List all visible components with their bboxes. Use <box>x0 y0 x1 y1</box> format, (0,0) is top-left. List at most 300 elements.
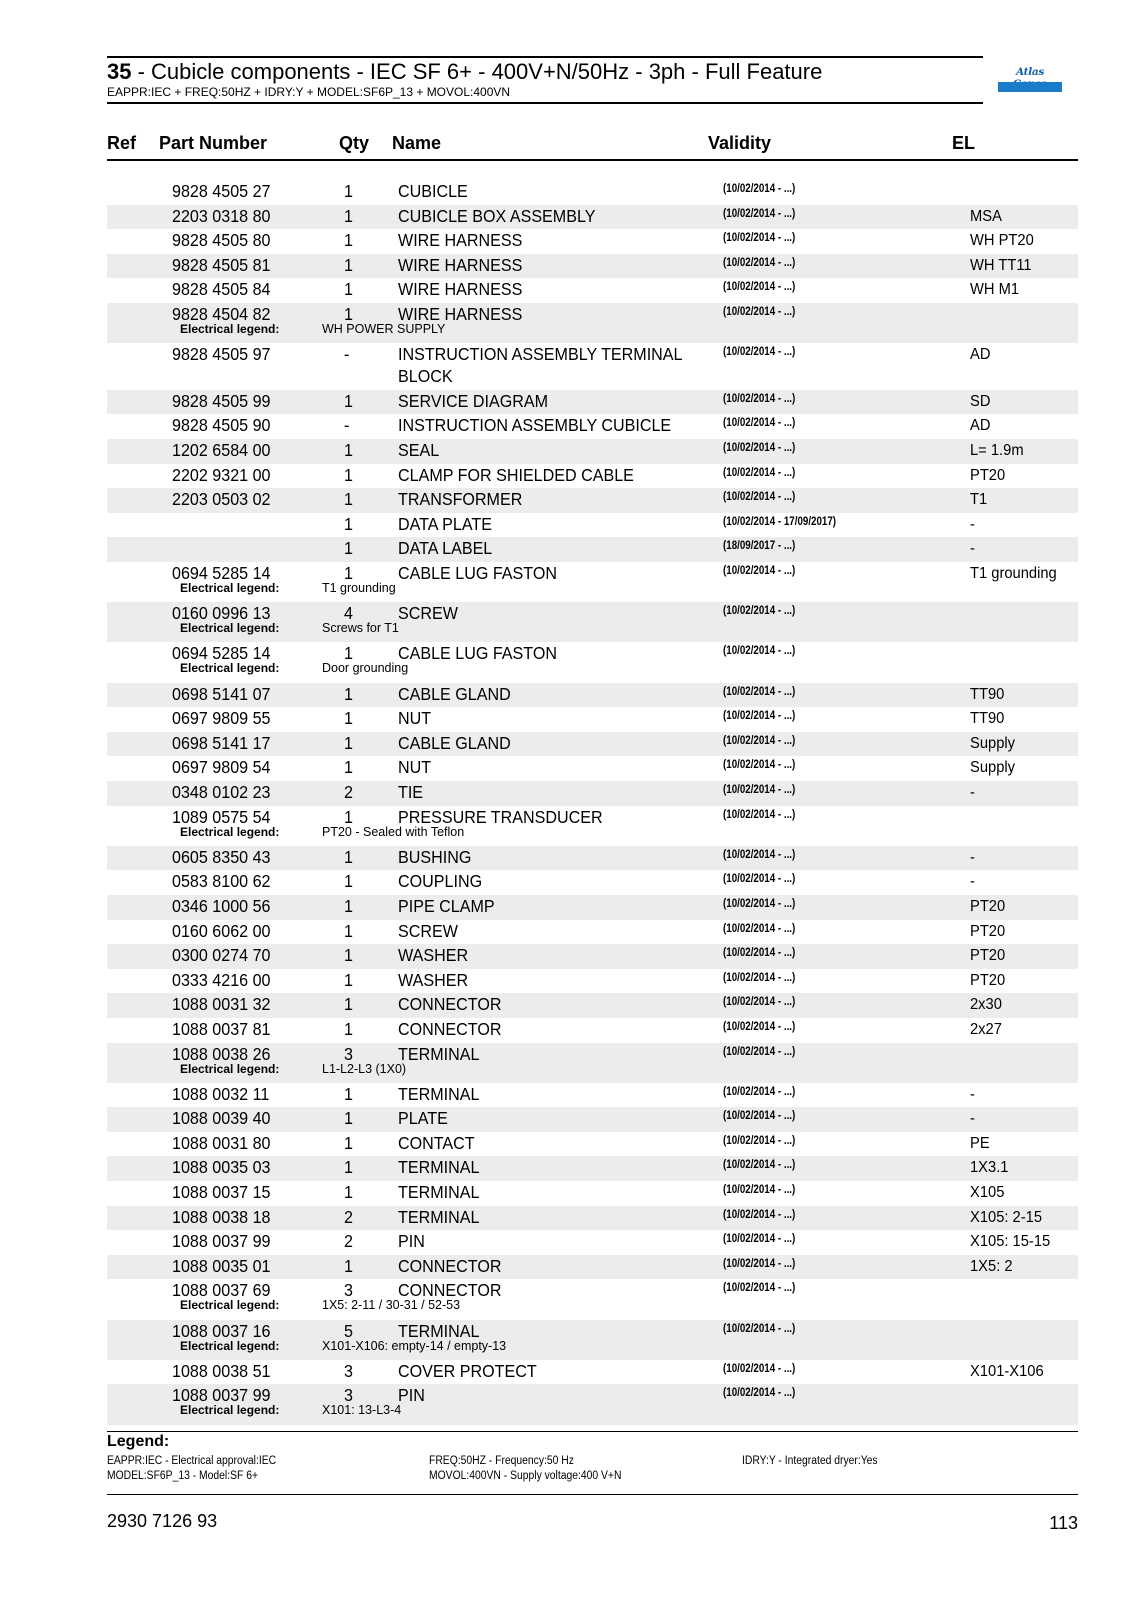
name-cell: CABLE LUG FASTON <box>398 563 557 584</box>
validity-cell: (10/02/2014 - ...) <box>723 183 796 195</box>
name-cell: CONNECTOR <box>398 1018 502 1039</box>
table-row <box>107 732 1078 757</box>
el-cell: - <box>970 783 975 801</box>
electrical-legend <box>107 322 1078 338</box>
name-cell: CONTACT <box>398 1132 475 1153</box>
col-name: Name <box>392 133 442 153</box>
electrical-legend-text: X101-X106: empty-14 / empty-13 <box>322 1338 507 1353</box>
table-row <box>107 602 1078 642</box>
name-cell: DATA PLATE <box>398 513 492 534</box>
electrical-legend-text: L1-L2-L3 (1X0) <box>322 1061 407 1076</box>
validity-cell: (10/02/2014 - ...) <box>723 442 796 455</box>
validity-cell: (10/02/2014 - ...) <box>723 734 796 747</box>
logo-bar <box>998 82 1062 92</box>
table-row <box>107 920 1078 945</box>
parts-table <box>107 180 1078 1425</box>
el-cell: X105: 15-15 <box>970 1233 1051 1251</box>
name-cell-continued: BLOCK <box>398 366 453 387</box>
part-number-cell: 9828 4505 81 <box>172 254 271 275</box>
qty-cell: 1 <box>344 969 353 990</box>
validity-cell: (10/02/2014 - ...) <box>723 256 796 269</box>
validity-cell: (10/02/2014 - ...) <box>723 971 796 984</box>
part-number-cell: 1088 0037 81 <box>172 1018 271 1039</box>
table-row <box>107 439 1078 464</box>
el-cell: PT20 <box>970 897 1006 915</box>
table-row <box>107 895 1078 920</box>
name-cell: SCREW <box>398 920 458 941</box>
validity-cell: (10/02/2014 - ...) <box>723 1020 796 1033</box>
section-number: 35 <box>107 59 132 84</box>
electrical-legend <box>107 661 1078 677</box>
table-row <box>107 278 1078 303</box>
part-number-cell: 1088 0035 01 <box>172 1255 271 1276</box>
part-number-cell: 0698 5141 07 <box>172 683 271 704</box>
name-cell: TERMINAL <box>398 1320 480 1341</box>
el-cell: Supply <box>970 759 1016 777</box>
qty-cell: 2 <box>344 781 353 802</box>
table-row <box>107 1279 1078 1319</box>
el-cell: - <box>970 873 975 891</box>
part-number-cell: 0697 9809 54 <box>172 757 271 778</box>
el-cell: 1X3.1 <box>970 1159 1009 1177</box>
table-row <box>107 846 1078 871</box>
el-cell: X101-X106 <box>970 1362 1044 1380</box>
legend-item: MOVOL:400VN - Supply voltage:400 V+N <box>429 1470 622 1482</box>
part-number-cell: 0348 0102 23 <box>172 781 271 802</box>
validity-cell: (10/02/2014 - ...) <box>723 346 796 359</box>
part-number-cell: 1088 0037 99 <box>172 1385 271 1406</box>
name-cell: CUBICLE <box>398 181 468 201</box>
validity-cell: (10/02/2014 - ...) <box>723 645 796 658</box>
part-number-cell: 1088 0037 15 <box>172 1182 271 1203</box>
validity-cell: (10/02/2014 - ...) <box>723 1322 796 1335</box>
legend <box>107 1431 1078 1495</box>
legend-item: FREQ:50HZ - Frequency:50 Hz <box>429 1455 574 1467</box>
name-cell: TERMINAL <box>398 1157 480 1178</box>
part-number-cell: 1088 0038 18 <box>172 1206 271 1227</box>
qty-cell: - <box>344 415 350 436</box>
table-row <box>107 1230 1078 1255</box>
part-number-cell: 0605 8350 43 <box>172 846 271 867</box>
col-validity: Validity <box>708 133 772 153</box>
qty-cell: 1 <box>344 563 353 584</box>
name-cell: CONNECTOR <box>398 1255 502 1276</box>
part-number-cell: 0583 8100 62 <box>172 871 271 892</box>
el-cell: WH TT11 <box>970 256 1032 274</box>
part-number-cell: 0346 1000 56 <box>172 895 271 916</box>
name-cell: PLATE <box>398 1108 448 1129</box>
col-ref: Ref <box>107 133 137 153</box>
el-cell: PE <box>970 1134 990 1152</box>
legend-title: Legend: <box>107 1433 170 1450</box>
el-cell: T1 <box>970 491 988 509</box>
table-row <box>107 1156 1078 1181</box>
electrical-legend-label: Electrical legend: <box>180 581 280 596</box>
part-number-cell: 9828 4505 99 <box>172 390 271 411</box>
name-cell: INSTRUCTION ASSEMBLY TERMINAL <box>398 344 683 365</box>
validity-cell: (10/02/2014 - ...) <box>723 1110 796 1123</box>
table-row <box>107 180 1078 205</box>
name-cell: WIRE HARNESS <box>398 254 523 275</box>
name-cell: WASHER <box>398 969 469 990</box>
name-cell: PIPE CLAMP <box>398 895 495 916</box>
name-cell: CUBICLE BOX ASSEMBLY <box>398 205 596 226</box>
part-number-cell: 1088 0031 32 <box>172 994 271 1015</box>
el-cell: SD <box>970 392 991 410</box>
qty-cell: 1 <box>344 230 353 251</box>
part-number-cell: 1088 0031 80 <box>172 1132 271 1153</box>
name-cell: TERMINAL <box>398 1043 480 1064</box>
qty-cell: 3 <box>344 1385 353 1406</box>
electrical-legend <box>107 1062 1078 1078</box>
name-cell: CABLE GLAND <box>398 732 511 753</box>
validity-cell: (10/02/2014 - ...) <box>723 1387 796 1400</box>
qty-cell: 1 <box>344 205 353 226</box>
name-cell: PRESSURE TRANSDUCER <box>398 806 603 827</box>
page-subtitle: EAPPR:IEC + FREQ:50HZ + IDRY:Y + MODEL:SF6P_13 + MOVOL:400VN <box>107 85 511 99</box>
el-cell: - <box>970 1085 975 1103</box>
part-number-cell: 1088 0032 11 <box>172 1083 270 1104</box>
document-number: 2930 7126 93 <box>107 1511 218 1531</box>
part-number-cell: 0333 4216 00 <box>172 969 271 990</box>
qty-cell: 4 <box>344 603 353 624</box>
part-number-cell: 2202 9321 00 <box>172 464 271 485</box>
electrical-legend <box>107 621 1078 637</box>
qty-cell: 1 <box>344 1182 353 1203</box>
name-cell: TERMINAL <box>398 1182 480 1203</box>
table-row <box>107 1043 1078 1083</box>
validity-cell: (10/02/2014 - ...) <box>723 281 796 294</box>
name-cell: NUT <box>398 708 432 729</box>
qty-cell: 1 <box>344 895 353 916</box>
qty-cell: 1 <box>344 464 353 485</box>
validity-cell: (10/02/2014 - ...) <box>723 417 796 430</box>
qty-cell: 1 <box>344 489 353 510</box>
name-cell: CABLE LUG FASTON <box>398 643 557 664</box>
table-row <box>107 806 1078 846</box>
table-row <box>107 1107 1078 1132</box>
qty-cell: 2 <box>344 1206 353 1227</box>
validity-cell: (10/02/2014 - ...) <box>723 1257 796 1270</box>
table-row <box>107 1132 1078 1157</box>
validity-cell: (10/02/2014 - ...) <box>723 605 796 618</box>
electrical-legend-text: Door grounding <box>322 661 409 676</box>
table-row <box>107 1018 1078 1043</box>
electrical-legend <box>107 825 1078 841</box>
name-cell: SEAL <box>398 440 440 461</box>
qty-cell: 1 <box>344 254 353 275</box>
legend-item: MODEL:SF6P_13 - Model:SF 6+ <box>107 1470 259 1482</box>
qty-cell: 1 <box>344 440 353 461</box>
el-cell: T1 grounding <box>970 565 1057 583</box>
el-cell: PT20 <box>970 922 1006 940</box>
name-cell: CONNECTOR <box>398 994 502 1015</box>
name-cell: INSTRUCTION ASSEMBLY CUBICLE <box>398 415 672 436</box>
part-number-cell: 1088 0037 16 <box>172 1320 271 1341</box>
table-row <box>107 229 1078 254</box>
name-cell: CABLE GLAND <box>398 683 511 704</box>
table-row <box>107 642 1078 682</box>
part-number-cell: 2203 0503 02 <box>172 489 271 510</box>
table-row <box>107 1360 1078 1385</box>
el-cell: Supply <box>970 734 1016 752</box>
validity-cell: (10/02/2014 - ...) <box>723 685 796 698</box>
qty-cell: 1 <box>344 1018 353 1039</box>
name-cell: WIRE HARNESS <box>398 279 523 300</box>
el-cell: - <box>970 848 975 866</box>
table-row <box>107 707 1078 732</box>
qty-cell: 3 <box>344 1280 353 1301</box>
table-row <box>107 537 1078 562</box>
name-cell: PIN <box>398 1385 425 1406</box>
part-number-cell: 1089 0575 54 <box>172 806 271 827</box>
validity-cell: (10/02/2014 - ...) <box>723 996 796 1009</box>
table-row <box>107 562 1078 602</box>
electrical-legend-label: Electrical legend: <box>180 1403 280 1418</box>
electrical-legend-text: T1 grounding <box>322 581 396 596</box>
table-row <box>107 303 1078 343</box>
name-cell: SCREW <box>398 603 458 624</box>
page-number: 113 <box>1049 1513 1078 1533</box>
electrical-legend <box>107 1298 1078 1314</box>
validity-cell: (10/02/2014 - ...) <box>723 947 796 960</box>
col-part-number: Part Number <box>159 133 268 153</box>
qty-cell: 1 <box>344 732 353 753</box>
validity-cell: (10/02/2014 - ...) <box>723 848 796 861</box>
legend-item: EAPPR:IEC - Electrical approval:IEC <box>107 1455 277 1467</box>
validity-cell: (10/02/2014 - ...) <box>723 1085 796 1098</box>
qty-cell: 1 <box>344 513 353 534</box>
part-number-cell: 2203 0318 80 <box>172 205 271 226</box>
electrical-legend-text: 1X5: 2-11 / 30-31 / 52-53 <box>322 1298 461 1313</box>
qty-cell: 1 <box>344 390 353 411</box>
name-cell: WASHER <box>398 945 469 966</box>
table-row <box>107 488 1078 513</box>
qty-cell: 1 <box>344 1157 353 1178</box>
el-cell: PT20 <box>970 971 1006 989</box>
part-number-cell: 0697 9809 55 <box>172 708 271 729</box>
qty-cell: 3 <box>344 1360 353 1381</box>
validity-cell: (10/02/2014 - ...) <box>723 1159 796 1172</box>
qty-cell: 1 <box>344 1083 353 1104</box>
electrical-legend-text: WH POWER SUPPLY <box>322 321 446 336</box>
validity-cell: (10/02/2014 - ...) <box>723 392 796 405</box>
qty-cell: 1 <box>344 1255 353 1276</box>
validity-cell: (10/02/2014 - ...) <box>723 1282 796 1295</box>
part-number-cell: 0300 0274 70 <box>172 945 271 966</box>
electrical-legend <box>107 581 1078 597</box>
electrical-legend-text: Screws for T1 <box>322 621 399 636</box>
table-row <box>107 254 1078 279</box>
name-cell: CLAMP FOR SHIELDED CABLE <box>398 464 634 485</box>
validity-cell: (10/02/2014 - ...) <box>723 1233 796 1246</box>
name-cell: TIE <box>398 781 424 802</box>
table-row <box>107 993 1078 1018</box>
table-row <box>107 781 1078 806</box>
validity-cell: (10/02/2014 - ...) <box>723 1045 796 1058</box>
electrical-legend-label: Electrical legend: <box>180 621 280 636</box>
part-number-cell: 1088 0035 03 <box>172 1157 271 1178</box>
part-number-cell: 0694 5285 14 <box>172 643 271 664</box>
el-cell: 2x30 <box>970 996 1002 1014</box>
qty-cell: 1 <box>344 683 353 704</box>
name-cell: WIRE HARNESS <box>398 230 523 251</box>
validity-cell: (10/02/2014 - ...) <box>723 1362 796 1375</box>
table-row <box>107 390 1078 415</box>
validity-cell: (10/02/2014 - ...) <box>723 783 796 796</box>
validity-cell: (10/02/2014 - ...) <box>723 491 796 504</box>
validity-cell: (10/02/2014 - ...) <box>723 710 796 723</box>
name-cell: TRANSFORMER <box>398 489 523 510</box>
el-cell: TT90 <box>970 685 1005 703</box>
qty-cell: 1 <box>344 871 353 892</box>
table-row <box>107 756 1078 781</box>
part-number-cell: 0698 5141 17 <box>172 732 271 753</box>
validity-cell: (10/02/2014 - ...) <box>723 873 796 886</box>
qty-cell: 1 <box>344 1132 353 1153</box>
part-number-cell: 1088 0037 69 <box>172 1280 271 1301</box>
qty-cell: 2 <box>344 1231 353 1252</box>
validity-cell: (10/02/2014 - ...) <box>723 897 796 910</box>
el-cell: AD <box>970 417 991 435</box>
qty-cell: - <box>344 344 350 365</box>
section-title: - Cubicle components - IEC SF 6+ - 400V+N/50Hz - 3ph - Full Feature <box>131 59 823 84</box>
qty-cell: 1 <box>344 945 353 966</box>
qty-cell: 1 <box>344 279 353 300</box>
qty-cell: 1 <box>344 846 353 867</box>
validity-cell: (10/02/2014 - ...) <box>723 232 796 245</box>
name-cell: TERMINAL <box>398 1083 480 1104</box>
el-cell: WH M1 <box>970 281 1020 299</box>
el-cell: - <box>970 1110 975 1128</box>
table-row <box>107 870 1078 895</box>
part-number-cell: 9828 4505 80 <box>172 230 271 251</box>
page-header <box>107 56 983 104</box>
el-cell: - <box>970 540 975 558</box>
qty-cell: 1 <box>344 757 353 778</box>
electrical-legend-label: Electrical legend: <box>180 1061 280 1076</box>
table-row <box>107 683 1078 708</box>
name-cell: TERMINAL <box>398 1206 480 1227</box>
part-number-cell: 0160 0996 13 <box>172 603 271 624</box>
validity-cell: (10/02/2014 - ...) <box>723 1184 796 1197</box>
table-row <box>107 414 1078 439</box>
legend-item: IDRY:Y - Integrated dryer:Yes <box>742 1455 878 1467</box>
part-number-cell: 1088 0038 26 <box>172 1043 271 1064</box>
el-cell: TT90 <box>970 710 1005 728</box>
electrical-legend-label: Electrical legend: <box>180 1298 280 1313</box>
table-row <box>107 944 1078 969</box>
electrical-legend-label: Electrical legend: <box>180 321 280 336</box>
qty-cell: 1 <box>344 538 353 559</box>
electrical-legend <box>107 1339 1078 1355</box>
el-cell: WH PT20 <box>970 232 1034 250</box>
validity-cell: (10/02/2014 - ...) <box>723 808 796 821</box>
qty-cell: 3 <box>344 1043 353 1064</box>
name-cell: CONNECTOR <box>398 1280 502 1301</box>
el-cell: MSA <box>970 207 1002 225</box>
validity-cell: (10/02/2014 - ...) <box>723 565 796 578</box>
electrical-legend-text: X101: 13-L3-4 <box>322 1403 402 1418</box>
part-number-cell: 0694 5285 14 <box>172 563 271 584</box>
electrical-legend <box>107 1403 1078 1419</box>
validity-cell: (10/02/2014 - ...) <box>723 759 796 772</box>
name-cell: WIRE HARNESS <box>398 303 523 324</box>
qty-cell: 1 <box>344 303 353 324</box>
electrical-legend-text: PT20 - Sealed with Teflon <box>322 824 465 839</box>
name-cell: DATA LABEL <box>398 538 493 559</box>
table-row <box>107 1181 1078 1206</box>
atlas-copco-logo <box>998 62 1062 94</box>
table-row <box>107 1384 1078 1424</box>
part-number-cell: 1088 0037 99 <box>172 1231 271 1252</box>
el-cell: AD <box>970 346 991 364</box>
name-cell: COUPLING <box>398 871 483 892</box>
part-number-cell: 1088 0039 40 <box>172 1108 271 1129</box>
table-row <box>107 464 1078 489</box>
el-cell: PT20 <box>970 466 1006 484</box>
qty-cell: 1 <box>344 1108 353 1129</box>
name-cell: NUT <box>398 757 432 778</box>
table-row <box>107 205 1078 230</box>
el-cell: X105 <box>970 1184 1005 1202</box>
el-cell: X105: 2-15 <box>970 1208 1043 1226</box>
table-row <box>107 1206 1078 1231</box>
electrical-legend-label: Electrical legend: <box>180 661 280 676</box>
el-cell: 2x27 <box>970 1020 1002 1038</box>
qty-cell: 1 <box>344 643 353 664</box>
part-number-cell: 9828 4505 97 <box>172 344 271 365</box>
validity-cell: (10/02/2014 - ...) <box>723 1134 796 1147</box>
table-row <box>107 969 1078 994</box>
name-cell: SERVICE DIAGRAM <box>398 390 549 411</box>
qty-cell: 1 <box>344 806 353 827</box>
validity-cell: (10/02/2014 - ...) <box>723 1208 796 1221</box>
validity-cell: (10/02/2014 - ...) <box>723 466 796 479</box>
col-el: EL <box>952 133 976 153</box>
el-cell: L= 1.9m <box>970 442 1024 460</box>
validity-cell: (10/02/2014 - 17/09/2017) <box>723 515 837 528</box>
col-qty: Qty <box>339 133 370 153</box>
part-number-cell: 9828 4505 90 <box>172 415 271 436</box>
part-number-cell: 9828 4505 84 <box>172 279 271 300</box>
electrical-legend-label: Electrical legend: <box>180 1338 280 1353</box>
name-cell: COVER PROTECT <box>398 1360 537 1381</box>
qty-cell: 5 <box>344 1320 353 1341</box>
logo-text: Atlas <box>1015 66 1045 78</box>
qty-cell: 1 <box>344 181 353 201</box>
validity-cell: (10/02/2014 - ...) <box>723 305 796 318</box>
el-cell: PT20 <box>970 947 1006 965</box>
part-number-cell: 1202 6584 00 <box>172 440 271 461</box>
validity-cell: (10/02/2014 - ...) <box>723 922 796 935</box>
validity-cell: (18/09/2017 - ...) <box>723 540 796 553</box>
table-header <box>107 133 1078 161</box>
part-number-cell: 0160 6062 00 <box>172 920 271 941</box>
table-row <box>107 1083 1078 1108</box>
page-title <box>107 59 822 85</box>
name-cell: BUSHING <box>398 846 472 867</box>
part-number-cell: 1088 0038 51 <box>172 1360 271 1381</box>
part-number-cell: 9828 4504 82 <box>172 303 271 324</box>
qty-cell: 1 <box>344 708 353 729</box>
name-cell: PIN <box>398 1231 425 1252</box>
qty-cell: 1 <box>344 994 353 1015</box>
table-row <box>107 343 1078 390</box>
table-row <box>107 513 1078 538</box>
part-number-cell: 9828 4505 27 <box>172 181 271 201</box>
el-cell: 1X5: 2 <box>970 1257 1013 1275</box>
